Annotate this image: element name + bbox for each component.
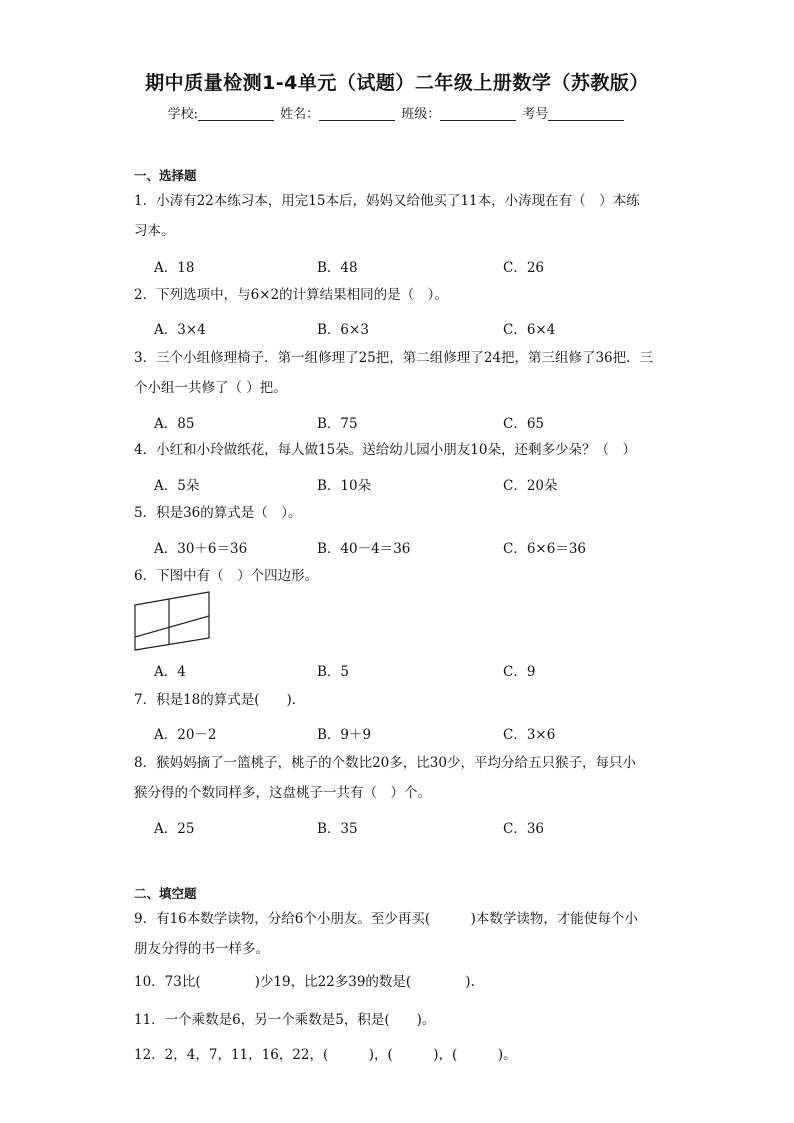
option-a[interactable]: A．20－2 xyxy=(154,727,217,743)
quadrilateral-figure xyxy=(133,590,213,652)
option-a[interactable]: A．18 xyxy=(154,260,195,276)
option-c[interactable]: C．9 xyxy=(503,664,536,680)
question-text: 11．一个乘数是6，另一个乘数是5，积是( )。 xyxy=(134,1012,436,1028)
question-text: 12．2，4，7，11，16，22，( )，( )，( )。 xyxy=(134,1047,517,1063)
question-text: 7．积是18的算式是( )． xyxy=(134,692,306,708)
page-title: 期中质量检测1-4单元（试题）二年级上册数学（苏教版） xyxy=(145,72,649,94)
question-text-cont: 个小组一共修了（ ）把。 xyxy=(134,380,287,396)
option-c[interactable]: C．36 xyxy=(503,821,545,837)
option-c[interactable]: C．6×4 xyxy=(503,322,556,338)
name-label: 姓名： xyxy=(280,107,320,122)
option-a[interactable]: A．30＋6＝36 xyxy=(154,541,248,557)
school-blank[interactable] xyxy=(198,106,274,121)
option-b[interactable]: B．48 xyxy=(317,260,358,276)
option-a[interactable]: A．5朵 xyxy=(154,478,200,494)
question-text: 10．73比( )少19，比22多39的数是( ). xyxy=(134,974,475,990)
class-label: 班级： xyxy=(401,107,441,122)
question-1 xyxy=(134,186,674,246)
question-text-cont: 习本。 xyxy=(134,223,175,239)
question-text: 9．有16本数学读物，分给6个小朋友。至少再买( )本数学读物，才能使每个小 xyxy=(134,911,638,927)
question-text: 3．三个小组修理椅子．第一组修理了25把，第二组修理了24把，第三组修了36把．三 xyxy=(134,350,654,366)
option-a[interactable]: A．85 xyxy=(154,416,195,432)
question-text: 2．下列选项中，与6×2的计算结果相同的是（ ）。 xyxy=(134,287,448,303)
option-b[interactable]: B．6×3 xyxy=(317,322,369,338)
question-text: 8．猴妈妈摘了一篮桃子，桃子的个数比20多，比30少，平均分给五只猴子，每只小 xyxy=(134,755,636,771)
question-4 xyxy=(134,435,674,465)
option-b[interactable]: B．5 xyxy=(317,664,350,680)
option-c[interactable]: C．65 xyxy=(503,416,545,432)
question-3 xyxy=(134,343,674,403)
question-9 xyxy=(134,904,674,964)
option-b[interactable]: B．9＋9 xyxy=(317,727,372,743)
question-text-cont: 猴分得的个数同样多，这盘桃子一共有（ ）个。 xyxy=(134,785,431,801)
question-7 xyxy=(134,685,674,715)
number-blank[interactable] xyxy=(548,106,624,121)
option-a[interactable]: A．25 xyxy=(154,821,195,837)
question-text-cont: 朋友分得的书一样多。 xyxy=(134,941,269,957)
option-a[interactable]: A．3×4 xyxy=(154,322,206,338)
question-8 xyxy=(134,748,674,808)
question-text: 4．小红和小玲做纸花，每人做15朵。送给幼儿园小朋友10朵，还剩多少朵？（ ） xyxy=(134,442,636,458)
question-text: 5．积是36的算式是（ ）。 xyxy=(134,505,302,521)
option-c[interactable]: C．26 xyxy=(503,260,545,276)
section-fill-title: 二、填空题 xyxy=(134,886,197,901)
question-text: 6．下图中有（ ）个四边形。 xyxy=(134,568,319,584)
question-text: 1．小涛有22本练习本，用完15本后，妈妈又给他买了11本，小涛现在有（ ）本练 xyxy=(134,193,640,209)
option-b[interactable]: B．75 xyxy=(317,416,358,432)
section-choice-title: 一、选择题 xyxy=(134,168,197,183)
question-10 xyxy=(134,967,674,997)
option-c[interactable]: C．20朵 xyxy=(503,478,558,494)
option-b[interactable]: B．10朵 xyxy=(317,478,372,494)
option-b[interactable]: B．40－4＝36 xyxy=(317,541,411,557)
option-c[interactable]: C．3×6 xyxy=(503,727,556,743)
student-info-row xyxy=(0,103,794,122)
question-6 xyxy=(134,561,674,591)
option-a[interactable]: A．4 xyxy=(154,664,186,680)
question-2 xyxy=(134,280,674,310)
question-11 xyxy=(134,1005,674,1035)
option-c[interactable]: C．6×6＝36 xyxy=(503,541,586,557)
question-5 xyxy=(134,498,674,528)
school-label: 学校: xyxy=(167,107,198,122)
figure-outer-frame xyxy=(135,592,209,650)
question-12 xyxy=(134,1040,674,1070)
class-blank[interactable] xyxy=(440,106,516,121)
name-blank[interactable] xyxy=(319,106,395,121)
option-b[interactable]: B．35 xyxy=(317,821,358,837)
number-label: 考号 xyxy=(522,107,549,122)
figure-diagonal-line xyxy=(135,616,209,637)
